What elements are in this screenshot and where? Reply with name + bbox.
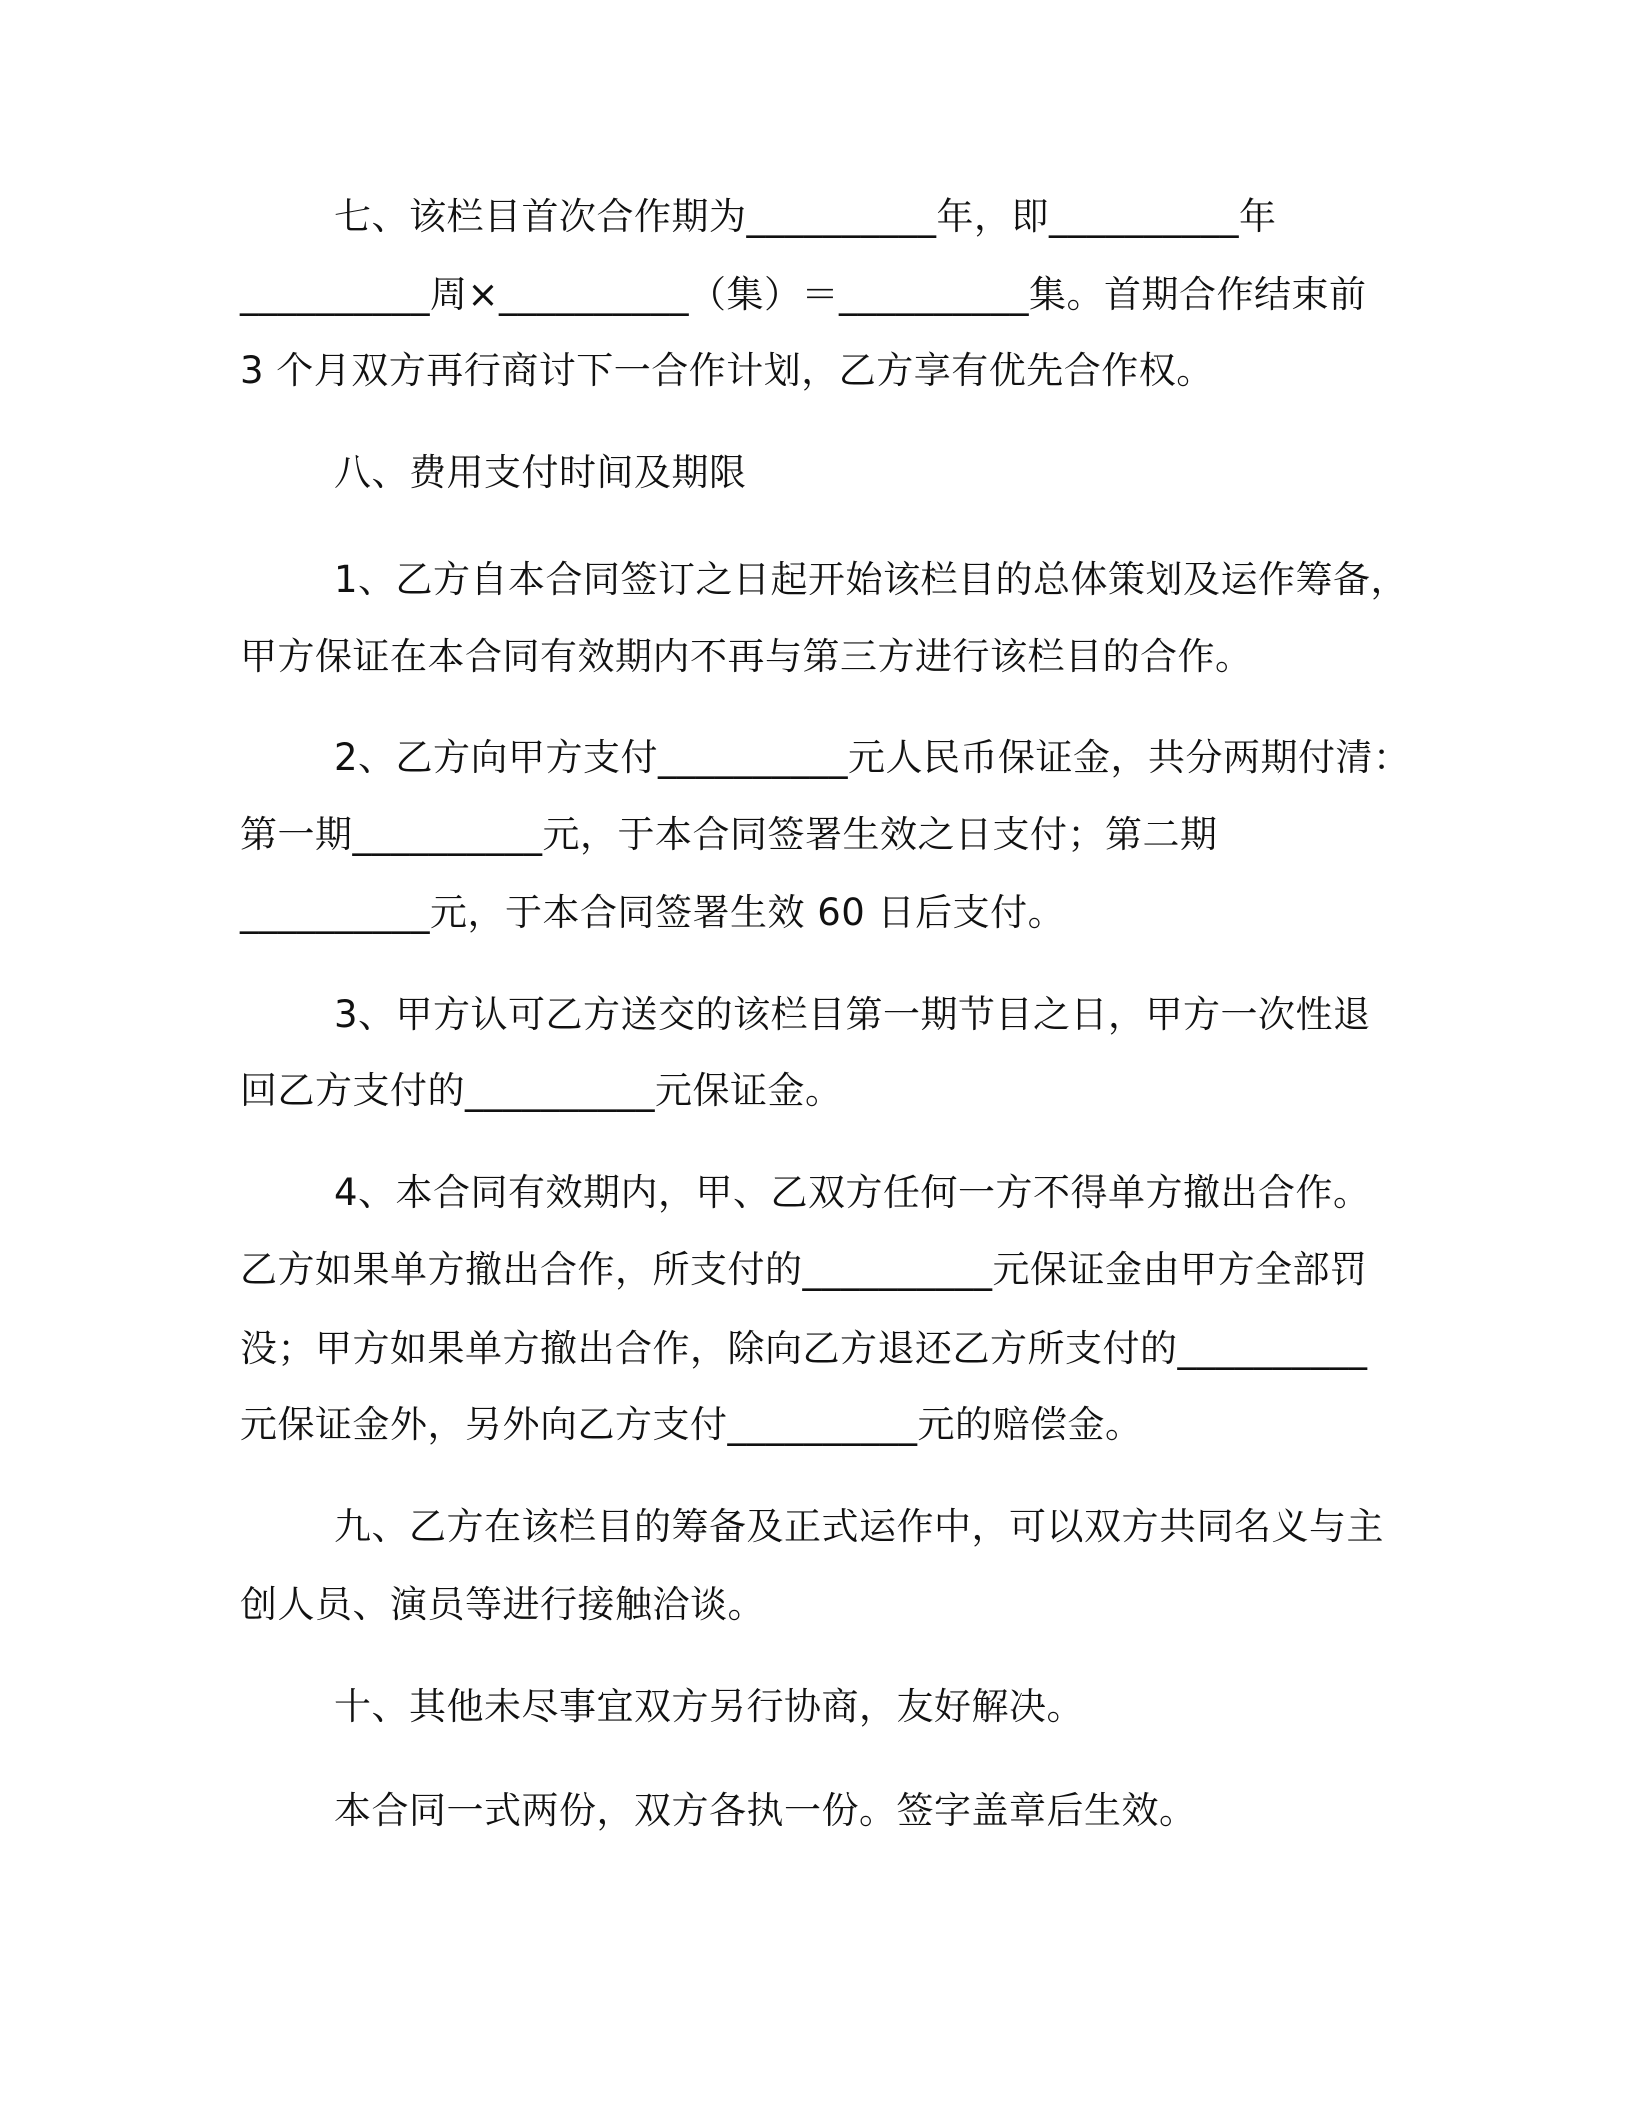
clause-9-line-1: 九、乙方在该栏目的筹备及正式运作中，可以双方共同名义与主 bbox=[334, 1505, 1384, 1548]
closing-statement: 本合同一式两份，双方各执一份。签字盖章后生效。 bbox=[334, 1789, 1197, 1832]
clause-8-1-line-2: 甲方保证在本合同有效期内不再与第三方进行该栏目的合作。 bbox=[240, 635, 1253, 678]
clause-8-4-line-2: 乙方如果单方撤出合作，所支付的__________元保证金由甲方全部罚 bbox=[240, 1248, 1368, 1291]
clause-7-line-3: 3 个月双方再行商讨下一合作计划，乙方享有优先合作权。 bbox=[240, 349, 1214, 392]
clause-8-3-line-2: 回乙方支付的__________元保证金。 bbox=[240, 1069, 843, 1112]
clause-8-2-line-1: 2、乙方向甲方支付__________元人民币保证金，共分两期付清： bbox=[334, 736, 1411, 779]
clause-8-2-line-2: 第一期__________元，于本合同签署生效之日支付；第二期 bbox=[240, 813, 1218, 856]
clause-9-line-2: 创人员、演员等进行接触洽谈。 bbox=[240, 1583, 765, 1626]
clause-8-3-line-1: 3、甲方认可乙方送交的该栏目第一期节目之日，甲方一次性退 bbox=[334, 993, 1371, 1036]
clause-8-4-line-3: 没；甲方如果单方撤出合作，除向乙方退还乙方所支付的__________ bbox=[240, 1327, 1368, 1370]
clause-7-line-2: __________周×__________（集）＝__________集。首期合作结束前 bbox=[240, 273, 1367, 316]
clause-8-4-line-1: 4、本合同有效期内，甲、乙双方任何一方不得单方撤出合作。 bbox=[334, 1171, 1371, 1214]
clause-7-line-1: 七、该栏目首次合作期为__________年，即__________年 bbox=[334, 195, 1277, 238]
clause-8-1-line-1: 1、乙方自本合同签订之日起开始该栏目的总体策划及运作筹备， bbox=[334, 558, 1409, 601]
clause-10: 十、其他未尽事宜双方另行协商，友好解决。 bbox=[334, 1685, 1084, 1728]
clause-8-2-line-3: __________元，于本合同签署生效 60 日后支付。 bbox=[240, 891, 1066, 934]
clause-8-heading: 八、费用支付时间及期限 bbox=[334, 451, 747, 494]
clause-8-4-line-4: 元保证金外，另外向乙方支付__________元的赔偿金。 bbox=[240, 1403, 1143, 1446]
